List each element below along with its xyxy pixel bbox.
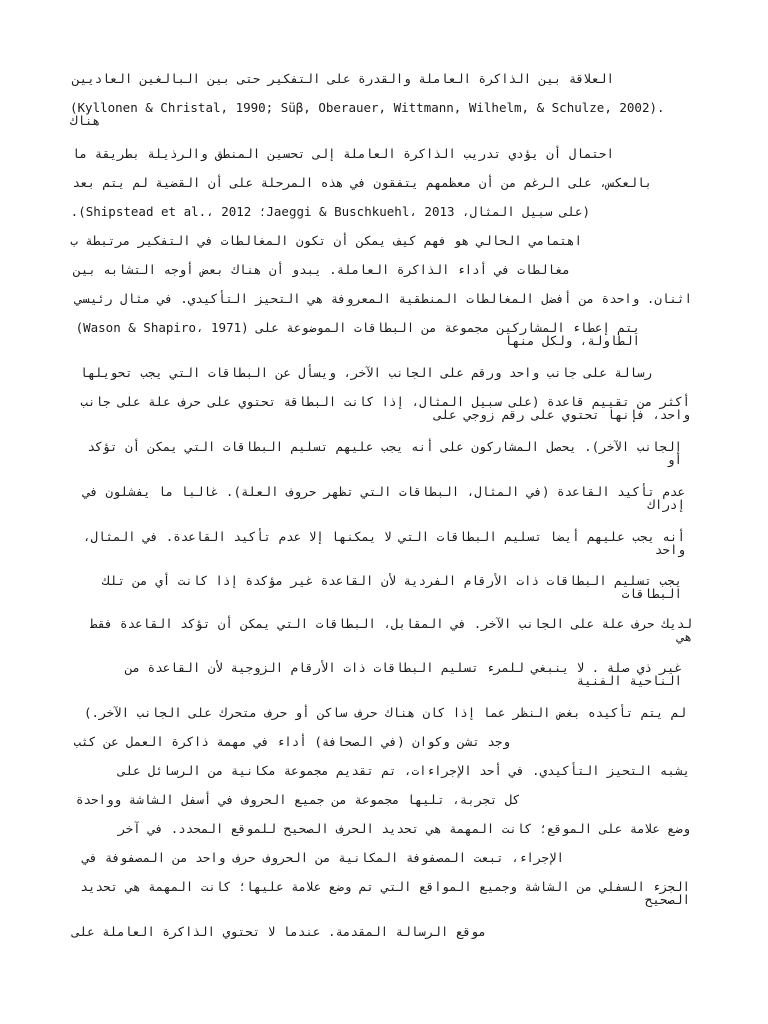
paragraph-line-4: بالعكس، على الرغم من أن معظمهم يتفقون في هذه المرحلة على أن القضية لم يتم بعد [72, 175, 652, 190]
paragraph-line-3: احتمال أن يؤدي تدريب الذاكرة العاملة إلى تحسين المنطق والرذيلة بطريقة ما [72, 146, 614, 161]
paragraph-line-1: العلاقة بين الذاكرة العاملة والقدرة على التفكير حتى بين البالغين العاديين [72, 71, 614, 86]
paragraph-line-9: يتم إعطاء المشاركين مجموعة من البطاقات الموضوعة على (Wason & Shapiro، 1971) الطاولة، ولكل منها [75, 320, 640, 348]
paragraph-line-20: يشبه التحيز التأكيدي. في أحد الإجراءات، تم تقديم مجموعة مكانية من الرسائل على [118, 763, 690, 778]
paragraph-line-16: لديك حرف علة على الجانب الآخر. في المقابل، البطاقات التي يمكن أن تؤكد القاعدة فقط هي [89, 616, 692, 644]
paragraph-line-6: اهتمامي الحالي هو فهم كيف يمكن أن تكون المغالطات في التفكير مرتبطة ب [70, 233, 582, 248]
paragraph-line-21: كل تجربة، تليها مجموعة من جميع الحروف في أسفل الشاشة وواحدة [75, 792, 520, 807]
paragraph-line-13: عدم تأكيد القاعدة (في المثال، البطاقات التي تظهر حروف العلة). غالبا ما يفشلون في إدراك [82, 484, 685, 512]
paragraph-line-23: الإجراء، تبعت المصفوفة المكانية من الحروف حرف واحد من المصفوفة في [82, 850, 564, 865]
paragraph-line-25: موقع الرسالة المقدمة. عندما لا تحتوي الذاكرة العاملة على [72, 924, 486, 939]
paragraph-line-22: وضع علامة على الموقع؛ كانت المهمة هي تحديد الحرف الصحيح للموقع المحدد. في آخر [118, 821, 690, 836]
paragraph-line-15: يجب تسليم البطاقات ذات الأرقام الفردية لأن القاعدة غير مؤكدة إذا كانت أي من تلك البطاقات [102, 573, 682, 601]
paragraph-line-10: رسالة على جانب واحد ورقم على الجانب الآخر، ويسأل عن البطاقات التي يجب تحويلها [80, 365, 652, 380]
paragraph-line-12: الجانب الآخر). يحصل المشاركون على أنه يجب عليهم تسليم البطاقات التي يمكن أن تؤكد أو [87, 439, 682, 467]
paragraph-line-11: أكثر من تقييم قاعدة (على سبيل المثال، إذا كانت البطاقة تحتوي على حرف علة على جانب واحد، فإنها تحتوي على رقم زوجي على [80, 394, 690, 422]
paragraph-line-24: الجزء السفلي من الشاشة وجميع المواقع التي تم وضع علامة عليها؛ كانت المهمة هي تحديد الصحيح [80, 879, 690, 907]
paragraph-line-2: (Kyllonen & Christal, 1990; Süβ, Oberauer, Wittmann, Wilhelm, & Schulze, 2002). هناك [70, 100, 665, 128]
paragraph-line-19: وجد تشن وكوان (في الصحافة) أداء في مهمة ذاكرة العمل عن كثب [73, 734, 510, 749]
paragraph-line-7: مغالطات في أداء الذاكرة العاملة. يبدو أن هناك بعض أوجه التشابه بين [73, 262, 570, 277]
paragraph-line-5: (على سبيل المثال، Jaeggi & Buschkuehl، 2013؛ Shipstead et al.، 2012). [70, 204, 590, 219]
paragraph-line-8: اثنان. واحدة من أفضل المغالطات المنطقية المعروفة هي التحيز التأكيدي. في مثال رئيسي [74, 291, 692, 306]
paragraph-line-18: لم يتم تأكيده بغض النظر عما إذا كان هناك حرف ساكن أو حرف متحرك على الجانب الآخر.) [83, 705, 686, 720]
paragraph-line-17: غير ذي صلة . لا ينبغي للمرء تسليم البطاقات ذات الأرقام الزوجية لأن القاعدة من الناحية الفنية [125, 660, 682, 688]
paragraph-line-14: أنه يجب عليهم أيضا تسليم البطاقات التي لا يمكنها إلا عدم تأكيد القاعدة. في المثال، واحد [82, 529, 685, 557]
